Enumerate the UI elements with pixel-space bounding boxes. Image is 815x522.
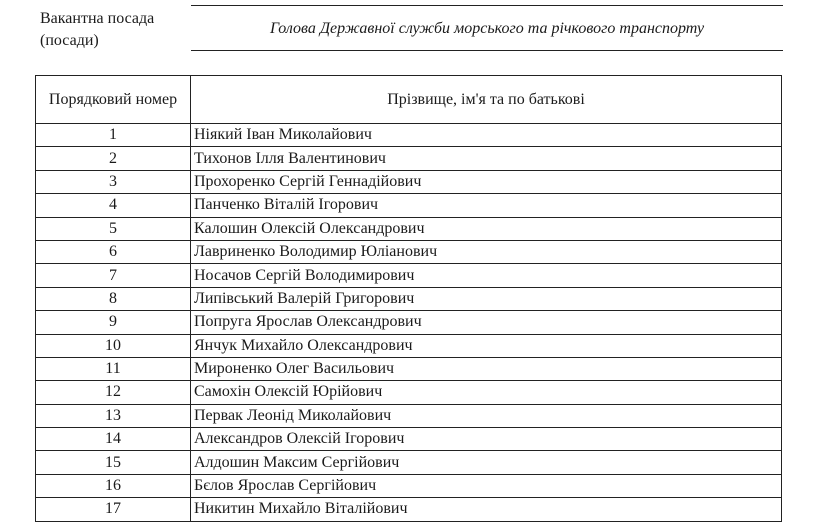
row-number: 13: [36, 404, 191, 427]
row-full-name: Ніякий Іван Миколайович: [191, 124, 782, 147]
vacant-post-title: Голова Державної служби морського та річкового транспорту: [269, 20, 705, 37]
row-full-name: Алдошин Максим Сергійович: [191, 451, 782, 474]
vacancy-label-line2: (посади): [40, 32, 99, 49]
row-number: 15: [36, 451, 191, 474]
table-row: [36, 474, 782, 497]
row-full-name: Александров Олексій Ігорович: [191, 428, 782, 451]
row-number: 9: [36, 311, 191, 334]
row-full-name: Носачов Сергій Володимирович: [191, 264, 782, 287]
row-number: 11: [36, 357, 191, 380]
table-row: [36, 311, 782, 334]
table-row: [36, 170, 782, 193]
table-row: [36, 357, 782, 380]
table-row: [36, 194, 782, 217]
table-row: [36, 217, 782, 240]
table-row: [36, 287, 782, 310]
table-row: [36, 147, 782, 170]
table-row: [36, 428, 782, 451]
vacant-post-box: [191, 5, 783, 51]
table-row: [36, 240, 782, 263]
row-full-name: Панченко Віталій Ігорович: [191, 194, 782, 217]
row-number: 10: [36, 334, 191, 357]
table-row: [36, 451, 782, 474]
row-number: 5: [36, 217, 191, 240]
row-number: 8: [36, 287, 191, 310]
row-number: 7: [36, 264, 191, 287]
row-full-name: Янчук Михайло Олександрович: [191, 334, 782, 357]
table-row: [36, 381, 782, 404]
row-full-name: Попруга Ярослав Олександрович: [191, 311, 782, 334]
row-number: 12: [36, 381, 191, 404]
row-full-name: Прохоренко Сергій Геннадійович: [191, 170, 782, 193]
table-row: [36, 264, 782, 287]
vacancy-label: [40, 8, 154, 52]
row-full-name: Лавриненко Володимир Юліанович: [191, 240, 782, 263]
column-header-name: Прізвище, ім'я та по батькові: [191, 76, 782, 124]
row-full-name: Никитин Михайло Віталійович: [191, 498, 782, 521]
table-row: [36, 124, 782, 147]
row-full-name: Бєлов Ярослав Сергійович: [191, 474, 782, 497]
row-full-name: Калошин Олексій Олександрович: [191, 217, 782, 240]
row-number: 16: [36, 474, 191, 497]
row-full-name: Первак Леонід Миколайович: [191, 404, 782, 427]
row-number: 14: [36, 428, 191, 451]
row-number: 2: [36, 147, 191, 170]
table-header-row: [36, 76, 782, 124]
table-row: [36, 498, 782, 521]
table-row: [36, 334, 782, 357]
row-number: 17: [36, 498, 191, 521]
row-full-name: Тихонов Ілля Валентинович: [191, 147, 782, 170]
row-full-name: Липівський Валерій Григорович: [191, 287, 782, 310]
row-full-name: Самохін Олексій Юрійович: [191, 381, 782, 404]
column-header-number: Порядковий номер: [36, 76, 191, 124]
row-number: 3: [36, 170, 191, 193]
row-number: 6: [36, 240, 191, 263]
vacancy-label-line1: Вакантна посада: [40, 10, 155, 27]
candidates-table-body: [36, 124, 782, 522]
row-number: 4: [36, 194, 191, 217]
table-row: [36, 404, 782, 427]
row-number: 1: [36, 124, 191, 147]
candidates-table: [35, 75, 782, 522]
row-full-name: Мироненко Олег Васильович: [191, 357, 782, 380]
